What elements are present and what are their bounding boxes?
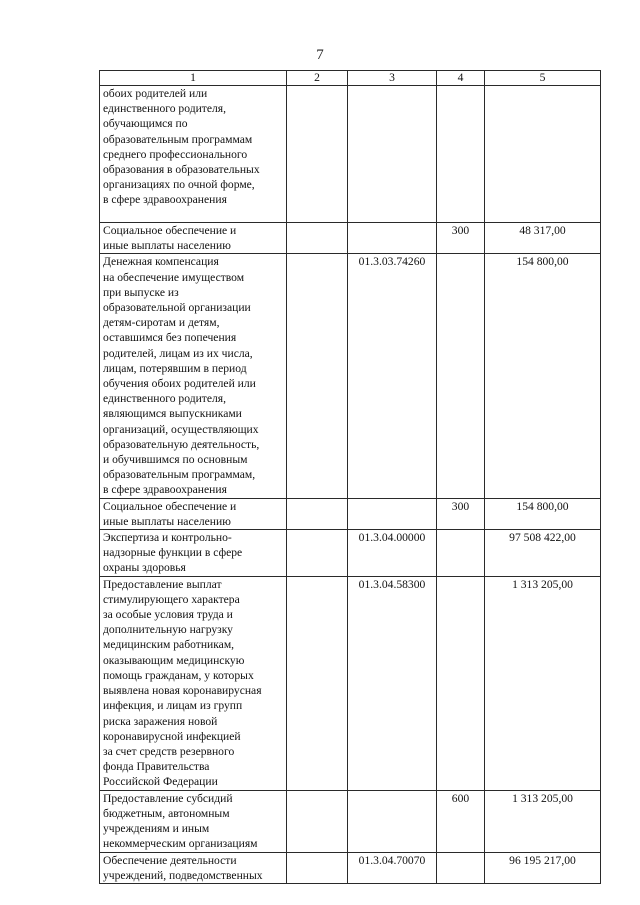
row-col2 [287,254,348,498]
header-col-3: 3 [348,71,437,86]
row-type [437,576,485,790]
row-name: Денежная компенсация на обеспечение имуществом при выпуске из образовательной организации детям-сиротам и детям, оставшимся без попечения родителей, лицам из их числа, лицам, потерявшим в период обучения обоих родителей или единственного родителя, являющимся выпускниками организаций, осуществляющих образовательную деятельность, и обучившимся по основным образовательным программам, в сфере здравоохранения [100,254,287,498]
row-code: 01.3.04.00000 [348,530,437,577]
row-col2 [287,576,348,790]
row-col2 [287,852,348,883]
header-col-4: 4 [437,71,485,86]
row-code [348,223,437,254]
header-col-1: 1 [100,71,287,86]
row-type: 300 [437,223,485,254]
row-col2 [287,790,348,852]
row-name: Обеспечение деятельности учреждений, подведомственных [100,852,287,883]
budget-table [99,70,601,884]
header-col-2: 2 [287,71,348,86]
row-col2 [287,223,348,254]
row-name: Экспертиза и контрольно- надзорные функции в сфере охраны здоровья [100,530,287,577]
row-col2 [287,530,348,577]
row-amount [485,86,601,223]
row-col2 [287,498,348,529]
row-code: 01.3.03.74260 [348,254,437,498]
row-code [348,498,437,529]
table-row [100,790,601,852]
table-row [100,223,601,254]
row-type [437,852,485,883]
header-col-5: 5 [485,71,601,86]
row-type [437,530,485,577]
row-code: 01.3.04.58300 [348,576,437,790]
table-row [100,576,601,790]
row-amount: 96 195 217,00 [485,852,601,883]
row-code: 01.3.04.70070 [348,852,437,883]
row-amount: 154 800,00 [485,498,601,529]
table-row [100,530,601,577]
table-row [100,86,601,223]
row-name: обоих родителей или единственного родителя, обучающимся по образовательным программам среднего профессионального образования в образовательных организациях по очной форме, в сфере здравоохранения [100,86,287,223]
row-amount: 97 508 422,00 [485,530,601,577]
table-row [100,254,601,498]
row-type [437,254,485,498]
row-type: 600 [437,790,485,852]
header-row [100,71,601,86]
row-amount: 154 800,00 [485,254,601,498]
table-row [100,498,601,529]
row-amount: 1 313 205,00 [485,576,601,790]
page-number: 7 [316,47,324,63]
table-row [100,852,601,883]
row-name: Социальное обеспечение и иные выплаты населению [100,498,287,529]
row-col2 [287,86,348,223]
row-code [348,86,437,223]
row-type: 300 [437,498,485,529]
row-amount: 48 317,00 [485,223,601,254]
row-name: Социальное обеспечение и иные выплаты населению [100,223,287,254]
row-name: Предоставление выплат стимулирующего характера за особые условия труда и дополнительную нагрузку медицинским работникам, оказывающим медицинскую помощь гражданам, у которых выявлена новая коронавирусная инфекция, и лицам из групп риска заражения новой коронавирусной инфекцией за счет средств резервного фонда Правительства Российской Федерации [100,576,287,790]
row-type [437,86,485,223]
row-amount: 1 313 205,00 [485,790,601,852]
row-code [348,790,437,852]
row-name: Предоставление субсидий бюджетным, автономным учреждениям и иным некоммерческим организациям [100,790,287,852]
